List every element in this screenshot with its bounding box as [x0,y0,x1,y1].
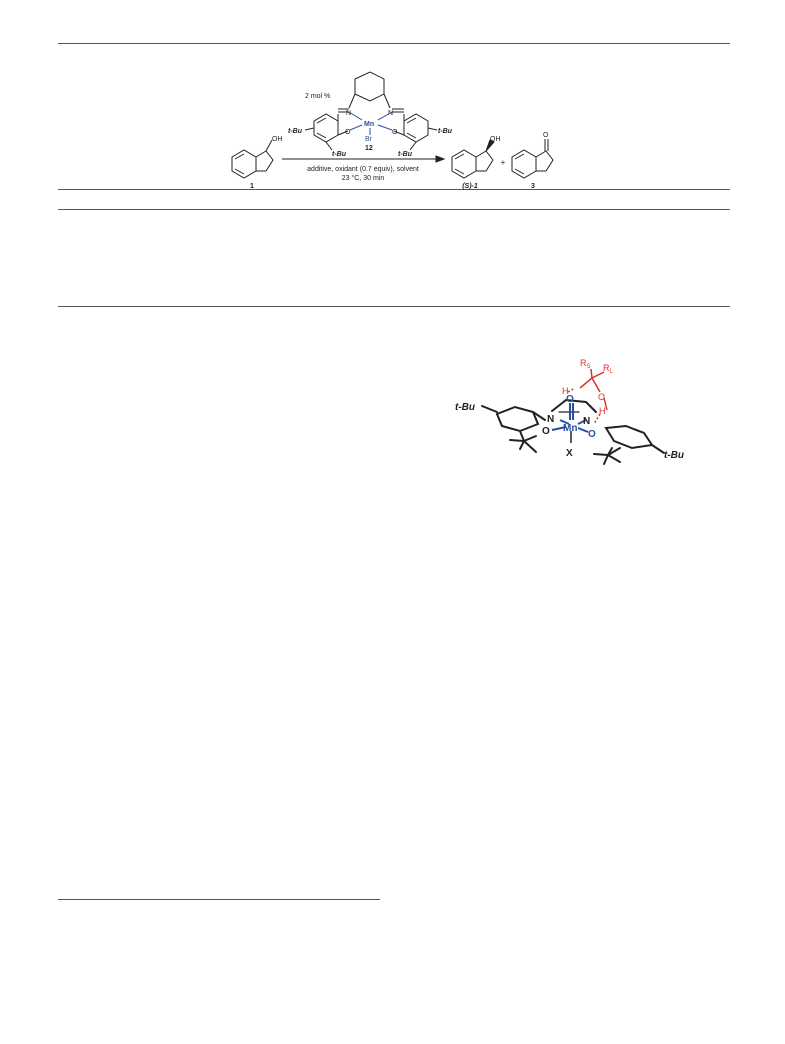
ketone-o-label: O [543,132,549,139]
conditions-line-2: 23 °C, 30 min [341,175,385,182]
model-metal-label: Mn [563,423,578,434]
model-o-right: O [588,429,596,440]
tbu-left-ortho: t-Bu [332,151,346,158]
catalyst-number-label: 12 [365,145,373,152]
model-tbu-left: t-Bu [455,402,475,413]
imine-n-right: N [388,110,394,117]
tbu-right-ortho: t-Bu [398,151,412,158]
model-tbu-right: t-Bu [664,450,684,461]
phenoxide-o-left: O [345,129,351,136]
model-rl-label: $R_L$ [603,363,613,375]
product-number-label: (S)-1 [462,183,478,190]
model-h-right: H [599,406,606,416]
conditions-line-1: additive, oxidant (0.7 equiv), solvent [307,166,419,173]
catalyst-counterion-label: Br [365,136,372,143]
model-n-left: N [547,414,555,425]
model-o-substrate: O [598,392,606,402]
substrate-number-label: 1 [250,183,254,190]
imine-n-left: N [346,110,352,117]
model-o-oxo: O [566,394,574,405]
phenoxide-o-right: O [392,129,398,136]
tbu-left-para: t-Bu [288,128,302,135]
footnote-rule [58,899,380,900]
model-axial-ligand: X [566,448,573,459]
product-oh-label: OH [490,136,501,143]
catalyst-loading-label: 2 mol % [305,93,331,100]
ketone-number-label: 3 [531,183,535,190]
model-rs-label: $R_S$ [580,358,591,370]
plus-sign: + [500,158,506,167]
model-n-right: N [583,416,591,427]
catalyst-substrate-model [0,0,785,500]
model-o-left: O [542,426,550,437]
model-h-left: H [562,386,569,396]
catalyst-metal-label: Mn [364,121,375,128]
tbu-right-para: t-Bu [438,128,452,135]
substrate-oh-label: OH [272,136,283,143]
